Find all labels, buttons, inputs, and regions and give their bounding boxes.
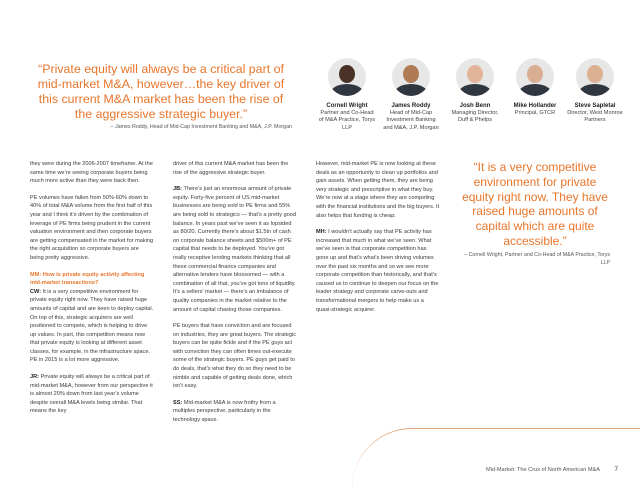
speaker-label: SS: <box>173 399 183 406</box>
right-pull-quote: “It is a very competitive environment for private equity right now. They have raised huge amounts of capital which are quite accessible.” <box>462 160 608 248</box>
avatar <box>576 58 614 96</box>
avatar <box>392 58 430 96</box>
page-number: 7 <box>614 466 618 473</box>
panelist-mike-hollander <box>506 58 564 117</box>
paragraph: PE volumes have fallen from 50%-60% down to 40% of total M&A volume from the first half of this year and I think it’s driven by the combination of leverage of PE firms being prudent in the current valuation environment and then corporate buyers are getting compensated in the market for making the right acquisition so corporate buyers are being pretty aggressive. <box>30 194 154 261</box>
panelist-josh-benn <box>446 58 504 125</box>
panelist-name: Josh Benn <box>459 103 491 109</box>
footer-decorative-line <box>352 428 640 497</box>
paragraph: CW: It is a very competitive environment for private equity right now. They have raised huge amounts of capital and are keen to deploy capital. On top of this, strategic acquirers are well positioned to compete, which is helping to drive up values. In part, this competition means now that private equity is looking at different asset classes, for example, in the infrastructure space. PE in 2015 is a lot more aggressive. <box>30 288 154 364</box>
top-pull-quote: “Private equity will always be a critical part of mid-market M&A, however…the key driver of this current M&A market has been the rise of the aggressive strategic buyer.” <box>37 62 285 121</box>
interview-question: MM: How is private equity activity affecting mid-market transactions? <box>30 271 145 287</box>
panelist-title: Principal, GTCR <box>514 110 556 116</box>
avatar <box>328 58 366 96</box>
paragraph: SS: Mid-market M&A is now frothy from a multiples perspective, particularly in the technology space. <box>173 399 276 424</box>
paragraph: they were during the 2006-2007 timeframe. At the same time we’re seeing corporate buyers being much more active than they were back then. <box>30 161 153 185</box>
footer-title: Mid-Market: The Crux of North American M&A <box>486 467 600 473</box>
avatar <box>516 58 554 96</box>
speaker-label: JR: <box>30 374 40 381</box>
panelist-name: Mike Hollander <box>513 103 557 109</box>
panelist-title: Managing Director, Duff & Phelps <box>451 110 499 124</box>
paragraph: JB: There’s just an enormous amount of private equity. Forty-five percent of US mid-market businesses are being sold to PE firms and 55% are being sold to strategics — that’s a pretty good balance. In years past we’ve seen it as lopsided as 80/20. Currently there’s about $1.5tn of cash on corporate balance sheets and $500m+ of PE capital that needs to be deployed. You’ve got really receptive lending markets thinking that all these commercial finance companies and alternative lenders have blossomed — with a combination of all that, you’ve got tons of liquidity. It’s a sellers’ market — there’s an imbalance of quality companies in the market relative to the amount of capital chasing those companies. <box>173 186 297 313</box>
speaker-label: MH: <box>316 229 327 236</box>
paragraph: JR: Private equity will always be a critical part of mid-market M&A, however from our perspective it is almost 20% down from last year’s volume despite overall M&A levels being similar. That means the key <box>30 374 153 415</box>
body-column-1 <box>30 160 154 424</box>
panelist-title: Director, West Monroe Partners <box>567 110 623 124</box>
body-column-3 <box>316 160 440 322</box>
paragraph: driver of this current M&A market has been the rise of the aggressive strategic buyer. <box>173 161 289 176</box>
panelist-name: James Roddy <box>391 103 431 109</box>
speaker-label: CW: <box>30 288 42 295</box>
panelist-title: Head of Mid-Cap Investment Banking and M&A, J.P. Morgan <box>383 110 439 131</box>
panelist-cornell-wright <box>318 58 376 132</box>
paragraph: MH: I wouldn’t actually say that PE activity has increased that much in what we’ve seen. What we’ve seen is that corporate competition has gone up and that’s what’s been driving volumes over the past six months and so we see more corporate competition than historically, and that’s caused us to continue to deepen our focus on the leader strategy and corporate carve-outs and transformational mergers to help make us a quasi-strategic acquirer. <box>316 229 439 313</box>
top-pull-quote-attribution: – James Roddy, Head of Mid-Cap Investment Banking and M&A, J.P. Morgan <box>110 124 292 130</box>
body-column-2 <box>173 160 297 433</box>
panelist-steve-sapletal <box>566 58 624 125</box>
panelist-title: Partner and Co-Head of M&A Practice, Torys LLP <box>318 110 376 131</box>
panelist-james-roddy <box>382 58 440 132</box>
speaker-label: JB: <box>173 186 183 193</box>
paragraph: However, mid-market PE is now looking at these deals as an opportunity to clean up portfolios and gain assets. When getting them, they are being very strategic and prescriptive in what they buy. We’re now at a stage where they are competing with the financial institutions and the big buyers. It also helps that funding is cheap. <box>316 161 440 219</box>
panelist-name: Steve Sapletal <box>574 103 616 109</box>
right-pull-quote-attribution: – Cornell Wright, Partner and Co-Head of M&A Practice, Torys LLP <box>464 252 610 266</box>
panel-members <box>318 58 628 153</box>
paragraph: PE buyers that have conviction and are focused on industries, they are great buyers. The strategic buyers can be quite fickle and if the PE guys act with conviction they can often times out-execute some of the strategic buyers. PE guys get paid to do deals, that’s what they do so they need to be nimble and capable of getting deals done, which isn’t easy. <box>173 323 297 390</box>
panelist-name: Cornell Wright <box>326 103 368 109</box>
avatar <box>456 58 494 96</box>
